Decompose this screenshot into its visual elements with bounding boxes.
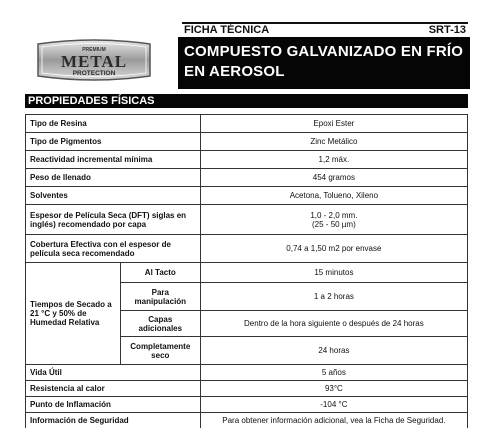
sub-label	[120, 337, 200, 365]
table-row	[26, 169, 468, 187]
logo-brand-text: METAL	[60, 52, 128, 71]
sub-label	[120, 283, 200, 311]
row-label: Vida Útil	[26, 365, 201, 381]
row-value: 1 a 2 horas	[200, 283, 467, 311]
logo-protection-text: PROTECTION	[72, 70, 116, 77]
logo-premium-text: PREMIUM	[82, 47, 106, 53]
sub-label-line: adicionales	[138, 323, 183, 333]
row-value: 93°C	[200, 381, 467, 397]
sub-label-line: Para	[151, 287, 169, 297]
sub-label-line: manipulación	[134, 296, 187, 306]
row-value: 15 minutos	[200, 263, 467, 283]
section-title: PROPIEDADES FÍSICAS	[25, 94, 468, 108]
row-label-line: Humedad Relativa	[30, 318, 100, 327]
row-label: Reactividad incremental mínima	[26, 151, 201, 169]
table-row	[26, 133, 468, 151]
sub-label	[120, 311, 200, 337]
properties-table	[25, 114, 468, 428]
row-label-line: Espesor de Película Seca (DFT) siglas en	[30, 210, 187, 220]
sub-label-line: Completamente	[130, 341, 191, 351]
sub-label-line: seco	[151, 350, 170, 360]
sub-label: Al Tacto	[120, 263, 200, 283]
row-value-line: 1,0 - 2,0 mm.	[310, 210, 358, 220]
table-row	[26, 205, 468, 235]
row-value: Epoxi Ester	[200, 115, 467, 133]
product-title	[178, 37, 470, 89]
sub-label-line: Capas	[148, 314, 173, 324]
table-row	[26, 151, 468, 169]
row-label	[26, 235, 201, 263]
row-value: 0,74 a 1,50 m2 por envase	[200, 235, 467, 263]
row-label: Resistencia al calor	[26, 381, 201, 397]
row-label: Tipo de Pigmentos	[26, 133, 201, 151]
row-label-line: inglés) recomendado por capa	[30, 219, 147, 229]
doc-code: SRT-13	[428, 24, 466, 36]
row-value: 1,2 máx.	[200, 151, 467, 169]
row-value: Acetona, Tolueno, Xileno	[200, 187, 467, 205]
row-label-line: Tiempos de Secado a	[30, 300, 112, 309]
row-value: 24 horas	[200, 337, 467, 365]
table-row	[26, 381, 468, 397]
row-value: -104 °C	[200, 397, 467, 413]
header-row	[182, 22, 468, 38]
product-title-line1: COMPUESTO GALVANIZADO EN FRÍO	[184, 43, 464, 60]
doc-type-label: FICHA TÉCNICA	[184, 24, 270, 36]
row-label: Información de Seguridad	[26, 413, 201, 428]
row-label-line: Cobertura Efectiva con el espesor de	[30, 239, 171, 249]
row-label-line: película seca recomendado	[30, 248, 135, 258]
row-label	[26, 205, 201, 235]
row-label: Peso de llenado	[26, 169, 201, 187]
row-value-line: (25 - 50 µm)	[312, 219, 356, 229]
row-label: Tipo de Resina	[26, 115, 201, 133]
row-value: 5 años	[200, 365, 467, 381]
row-label-line: 21 °C y 50% de	[30, 309, 87, 318]
drying-times-label	[26, 263, 121, 365]
row-value: Dentro de la hora siguiente o después de 24 horas	[200, 311, 467, 337]
table-row	[26, 365, 468, 381]
row-value: Para obtener información adicional, vea la Ficha de Seguridad.	[200, 413, 467, 428]
metal-protection-logo	[32, 38, 156, 82]
table-row	[26, 413, 468, 428]
row-value: 454 gramos	[200, 169, 467, 187]
row-label: Solventes	[26, 187, 201, 205]
table-row	[26, 115, 468, 133]
row-value: Zinc Metálico	[200, 133, 467, 151]
table-row	[26, 235, 468, 263]
table-row	[26, 263, 468, 283]
row-value	[200, 205, 467, 235]
table-row	[26, 187, 468, 205]
row-label: Punto de Inflamación	[26, 397, 201, 413]
table-row	[26, 397, 468, 413]
product-title-line2: EN AEROSOL	[184, 63, 285, 80]
